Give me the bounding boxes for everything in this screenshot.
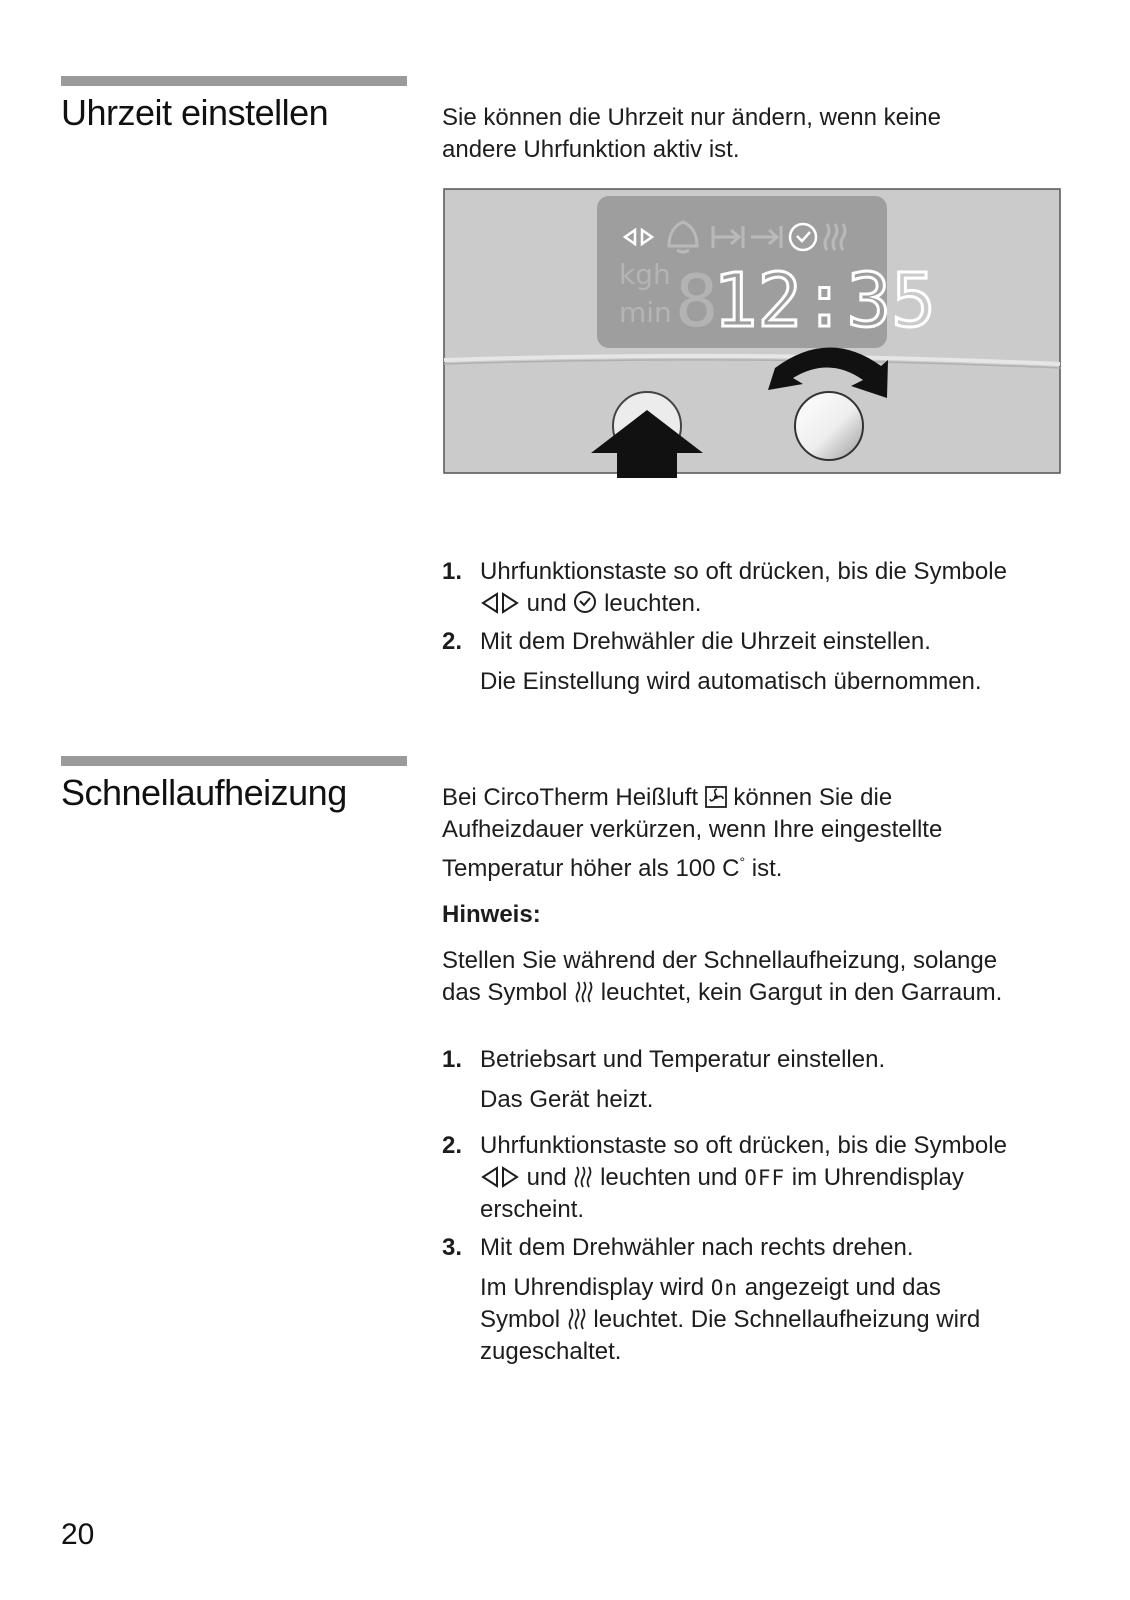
- clock-step-1: [442, 556, 1082, 620]
- intro-text-heissluft: Heißluft: [608, 784, 699, 811]
- step-text-erscheint: erscheint.: [480, 1196, 585, 1223]
- control-panel-figure: [443, 188, 1061, 478]
- heading-schnellaufheizung: Schnellaufheizung: [61, 772, 347, 813]
- step-text-im-uhrendisplay: im Uhrendisplay: [791, 1164, 964, 1191]
- clock-intro-line1: Sie können die Uhrzeit nur ändern, wenn keine: [442, 104, 941, 131]
- rapid-step-2: [442, 1130, 1082, 1226]
- display-unit-kgh: kgh: [619, 258, 671, 291]
- control-panel-illustration: [443, 188, 1061, 478]
- step-text: Betriebsart und Temperatur einstellen.: [480, 1046, 886, 1073]
- display-time: 12:35: [713, 258, 936, 344]
- note-line1: Stellen Sie während der Schnellaufheizung, solange: [442, 947, 998, 974]
- section-rule-rapid: [61, 756, 407, 766]
- intro-text-koennen: können Sie die: [733, 784, 893, 811]
- clock-intro: [442, 102, 1072, 166]
- intro-text-temperature: Temperatur höher als 100 C: [442, 855, 740, 882]
- step-text: Uhrfunktionstaste so oft drücken, bis die Symbole: [480, 558, 1007, 585]
- step-result: Das Gerät heizt.: [480, 1086, 654, 1113]
- note-text-symbol: das Symbol: [442, 979, 568, 1006]
- intro-text-circotherm: Bei CircoTherm: [442, 784, 609, 811]
- note-label: Hinweis:: [442, 901, 541, 928]
- clock-function-arrows-icon: [480, 592, 520, 614]
- section-rule-clock: [61, 76, 407, 86]
- hot-air-fan-icon: [705, 786, 727, 808]
- display-unit-min: min: [619, 296, 672, 329]
- rapid-step-3: [442, 1232, 1082, 1368]
- step-text: Mit dem Drehwähler die Uhrzeit einstellen.: [480, 628, 931, 655]
- step-text-und: und: [526, 1164, 567, 1191]
- heading-uhrzeit-einstellen: Uhrzeit einstellen: [61, 92, 329, 133]
- clock-step-2: [442, 626, 1082, 698]
- step-result: [480, 1272, 1082, 1368]
- clock-intro-line2: andere Uhrfunktion aktiv ist.: [442, 136, 740, 163]
- note-line2: [442, 977, 1072, 1009]
- clock-icon: [573, 590, 597, 614]
- step-number: 2.: [442, 628, 463, 655]
- step-text-und: und: [526, 590, 567, 617]
- degree-symbol: °: [739, 854, 746, 870]
- rapid-intro: [442, 782, 1072, 1009]
- result-text-c: Symbol: [480, 1306, 561, 1333]
- note-text-leuchtet: leuchtet, kein Gargut in den Garraum.: [600, 979, 1003, 1006]
- rapid-intro-line2: Aufheizdauer verkürzen, wenn Ihre eingestellte: [442, 816, 943, 843]
- rotary-selector-knob[interactable]: [795, 392, 863, 460]
- clock-function-arrows-icon: [480, 1166, 520, 1188]
- step-text: Uhrfunktionstaste so oft drücken, bis die Symbole: [480, 1132, 1007, 1159]
- intro-text-ist: ist.: [745, 855, 783, 882]
- rapid-step-1: [442, 1044, 1082, 1116]
- step-text-leuchten: leuchten.: [604, 590, 702, 617]
- result-text-b: angezeigt und das: [744, 1274, 941, 1301]
- result-text-e: zugeschaltet.: [480, 1338, 622, 1365]
- display-on-segment-text: On: [710, 1276, 739, 1300]
- step-number: 3.: [442, 1234, 463, 1261]
- result-text-a: Im Uhrendisplay wird: [480, 1274, 705, 1301]
- display-off-segment-text: OFF: [744, 1166, 786, 1190]
- display-ghost-digit: 8: [675, 259, 719, 343]
- rapid-steps: [442, 1044, 1082, 1368]
- step-number: 1.: [442, 1046, 463, 1073]
- rapid-heat-icon: [567, 1308, 587, 1330]
- step-text-leuchten-und: leuchten und: [600, 1164, 738, 1191]
- rapid-intro-line1: [442, 782, 1072, 814]
- step-text: Mit dem Drehwähler nach rechts drehen.: [480, 1234, 914, 1261]
- step-result: Die Einstellung wird automatisch übernommen.: [480, 668, 982, 695]
- clock-steps: [442, 556, 1082, 698]
- step-number: 2.: [442, 1132, 463, 1159]
- rapid-heat-icon: [574, 981, 594, 1003]
- rapid-intro-line3: [442, 846, 1072, 885]
- result-text-d: leuchtet. Die Schnellaufheizung wird: [593, 1306, 981, 1333]
- rapid-heat-icon: [573, 1166, 593, 1188]
- page-number: 20: [61, 1518, 95, 1551]
- step-number: 1.: [442, 558, 463, 585]
